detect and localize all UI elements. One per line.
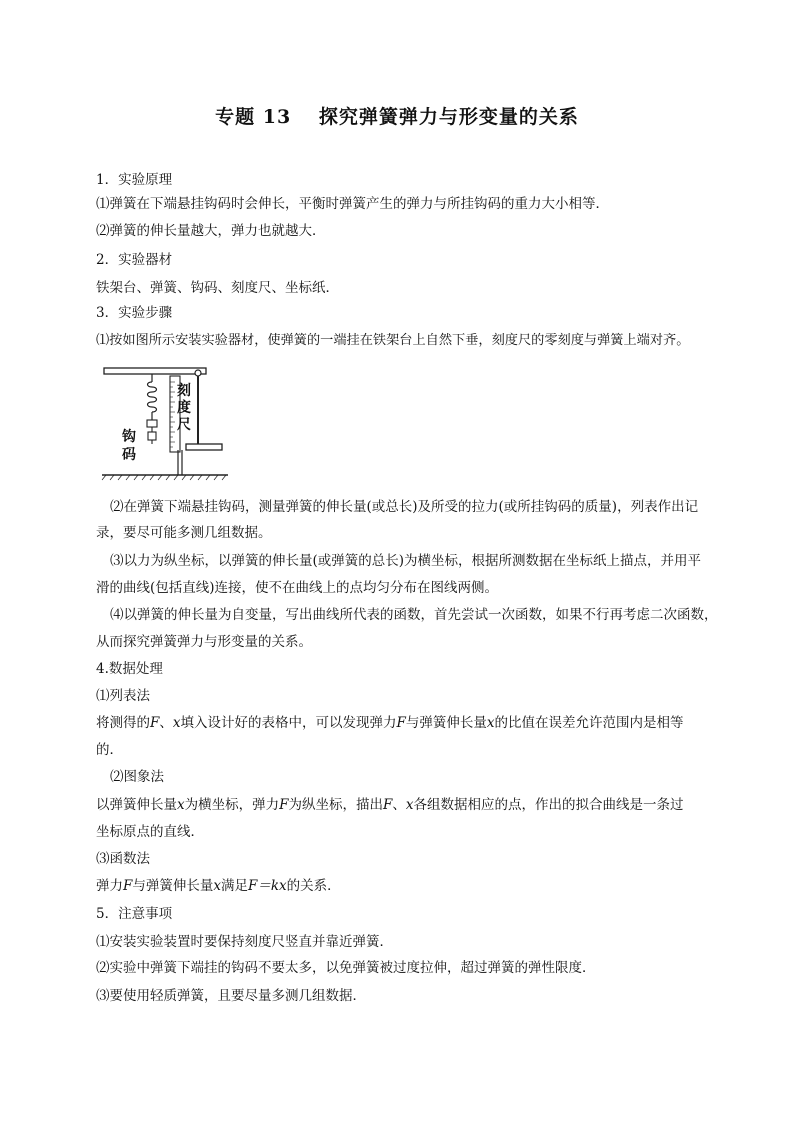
section-heading-data-processing: 4.数据处理 (96, 661, 163, 677)
section-heading-steps: 3．实验步骤 (96, 305, 173, 321)
paragraph: ⑴弹簧在下端悬挂钩码时会伸长，平衡时弹簧产生的弹力与所挂钩码的重力大小相等． (96, 196, 609, 212)
method-heading: ⑴列表法 (96, 688, 150, 704)
paragraph: 弹力F与弹簧伸长量x满足F＝kx的关系． (96, 878, 341, 894)
method-heading: ⑵图象法 (110, 769, 164, 785)
paragraph: 坐标原点的直线． (96, 824, 204, 840)
figure-label-hook-weight: 钩 码 (122, 429, 136, 463)
page-title: 专题 13 探究弹簧弹力与形变量的关系 (215, 106, 579, 128)
paragraph: ⑵在弹簧下端悬挂钩码，测量弹簧的伸长量(或总长)及所受的拉力(或所挂钩码的质量)，列表作出记 (110, 499, 699, 515)
paragraph: 铁架台、弹簧、钩码、刻度尺、坐标纸． (96, 280, 339, 296)
paragraph: ⑴安装实验装置时要保持刻度尺竖直并靠近弹簧． (96, 934, 393, 950)
method-heading: ⑶函数法 (96, 851, 150, 867)
section-heading-notes: 5．注意事项 (96, 906, 173, 922)
paragraph: ⑶要使用轻质弹簧，且要尽量多测几组数据． (96, 988, 366, 1004)
apparatus-figure (100, 362, 230, 482)
paragraph: 录，要尽可能多测几组数据。 (96, 525, 272, 541)
paragraph: 将测得的F、x填入设计好的表格中，可以发现弹力F与弹簧伸长量x的比值在误差允许范围内是相等 (96, 715, 684, 731)
paragraph: ⑵实验中弹簧下端挂的钩码不要太多，以免弹簧被过度拉伸，超过弹簧的弹性限度． (96, 960, 596, 976)
paragraph: ⑴按如图所示安装实验器材，使弹簧的一端挂在铁架台上自然下垂，刻度尺的零刻度与弹簧上端对齐。 (96, 333, 690, 348)
paragraph: ⑶以力为纵坐标，以弹簧的伸长量(或弹簧的总长)为横坐标，根据所测数据在坐标纸上描点，并用平 (110, 553, 702, 569)
section-heading-equipment: 2．实验器材 (96, 252, 173, 268)
figure-label-ruler: 刻 度 尺 (177, 383, 191, 433)
paragraph: 的． (96, 742, 123, 758)
paragraph: ⑵弹簧的伸长量越大，弹力也就越大． (96, 223, 326, 239)
paragraph: 从而探究弹簧弹力与形变量的关系。 (96, 634, 312, 650)
paragraph: ⑷以弹簧的伸长量为自变量，写出曲线所代表的函数，首先尝试一次函数，如果不行再考虑二次函数， (110, 607, 718, 623)
paragraph: 以弹簧伸长量x为横坐标，弹力F为纵坐标，描出F、x各组数据相应的点，作出的拟合曲线是一条过 (96, 797, 684, 813)
paragraph: 滑的曲线(包括直线)连接，使不在曲线上的点均匀分布在图线两侧。 (96, 580, 499, 596)
section-heading-principle: 1．实验原理 (96, 172, 173, 188)
